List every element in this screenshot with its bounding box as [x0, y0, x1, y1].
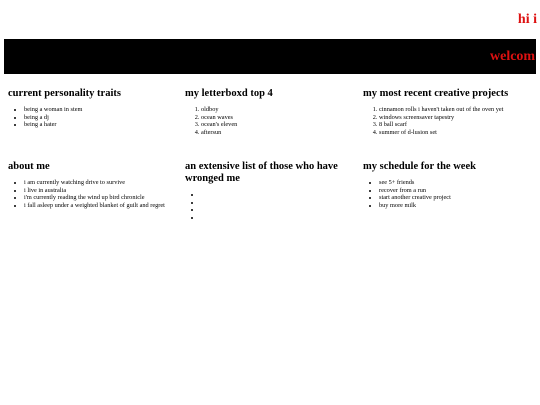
list-item: • i am currently watching drive to survive [24, 179, 178, 187]
list-item [201, 191, 355, 199]
list-item: • see 5+ friends [379, 179, 533, 187]
section-title: an extensive list of those who have wronged me [185, 161, 338, 184]
list-item: • i fall asleep under a weighted blanket of guilt and regret [24, 202, 178, 210]
list-item: 4. aftersun [201, 129, 355, 137]
list-item: • i'm currently reading the wind up bird chronicle [24, 194, 178, 202]
list-item [201, 199, 355, 207]
list-item: • recover from a run [379, 187, 533, 195]
list-item: • being a dj [24, 114, 178, 122]
list-item: 3. 8 ball scarf [379, 121, 533, 129]
creative-projects-list [363, 106, 533, 136]
list-item: • being a woman in stem [24, 106, 178, 114]
wronged-list [185, 191, 355, 221]
creative-projects-section [363, 88, 533, 136]
personality-traits-section [8, 88, 178, 129]
schedule-section [363, 161, 533, 209]
banner-marquee-text: welcom [490, 49, 536, 64]
list-item: • buy more milk [379, 202, 533, 210]
list-item: 2. ocean waves [201, 114, 355, 122]
letterboxd-section [185, 88, 355, 136]
section-title: about me [8, 161, 50, 172]
section-title: my most recent creative projects [363, 88, 509, 99]
list-item: 4. summer of d-lusion set [379, 129, 533, 137]
list-item: • being a hater [24, 121, 178, 129]
about-me-section [8, 161, 178, 209]
about-list [8, 179, 178, 209]
list-item: • start another creative project [379, 194, 533, 202]
list-item [201, 206, 355, 214]
section-title: my letterboxd top 4 [185, 88, 273, 99]
list-item: 1. cinnamon rolls i haven't taken out of the oven yet [379, 106, 533, 114]
section-title: my schedule for the week [363, 161, 476, 172]
list-item [201, 214, 355, 222]
letterboxd-list [185, 106, 355, 136]
traits-list [8, 106, 178, 129]
list-item: 2. windows screensaver tapestry [379, 114, 533, 122]
greeting-heading: hi i [517, 12, 537, 27]
list-item: 1. oldboy [201, 106, 355, 114]
wronged-me-section [185, 161, 355, 221]
welcome-banner [4, 39, 536, 74]
list-item: • i live in australia [24, 187, 178, 195]
section-title: current personality traits [8, 88, 121, 99]
schedule-list [363, 179, 533, 209]
list-item: 3. ocean's eleven [201, 121, 355, 129]
